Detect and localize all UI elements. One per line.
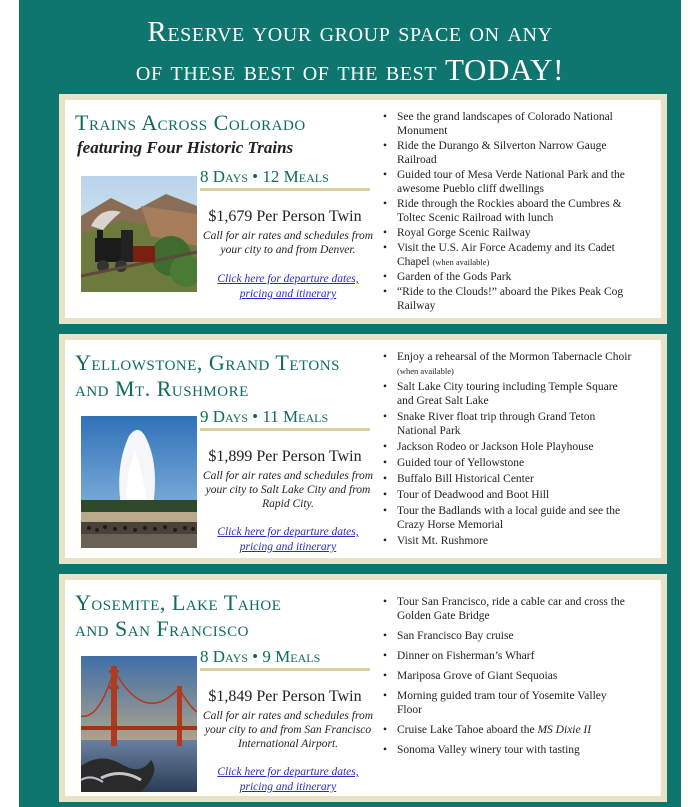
list-item: • Guided tour of Yellowstone [383,456,633,470]
list-item: • Ride through the Rockies aboard the Cumbres & Toltec Scenic Railroad with lunch [383,197,633,225]
tour-title-line2: and San Francisco [75,616,249,641]
list-item: • Snake River float trip through Grand Teton National Park [383,410,633,438]
tour-highlights [383,595,633,763]
list-item: • “Ride to the Clouds!” aboard the Pikes Peak Cog Railway [383,285,633,313]
list-item: • Tour the Badlands with a local guide and see the Crazy Horse Memorial [383,504,633,532]
tour-title: Trains Across Colorado [75,110,306,135]
list-item: • Dinner on Fisherman’s Wharf [383,649,633,663]
tour-title: Yellowstone, Grand Tetons [75,350,340,375]
tour-days-meals: 8 Days • 12 Meals [200,166,370,191]
tour-title: Yosemite, Lake Tahoe [75,590,282,615]
tour-days-meals: 9 Days • 11 Meals [200,406,370,431]
list-item: • Visit the U.S. Air Force Academy and its Cadet Chapel (when available) [383,241,633,269]
tour-air-note: Call for air rates and schedules from your city to Salt Lake City and from Rapid City. [202,470,374,510]
list-item: • Garden of the Gods Park [383,270,633,284]
tour-price: $1,679 Per Person Twin [208,208,362,225]
tour-air-note: Call for air rates and schedules from your city to and from Denver. [202,230,374,256]
headline-line2: of these best of the best TODAY! [135,52,565,87]
list-item: • Buffalo Bill Historical Center [383,472,633,486]
tour-card-yellowstone [59,334,667,564]
list-item: • Tour San Francisco, ride a cable car and cross the Golden Gate Bridge [383,595,633,623]
headline-today: TODAY! [445,52,565,87]
tour-price: $1,849 Per Person Twin [208,688,362,705]
tour-card-colorado [59,94,667,324]
tour-price: $1,899 Per Person Twin [208,448,362,465]
list-item: • Royal Gorge Scenic Railway [383,226,633,240]
tour-highlights [383,350,633,550]
promo-panel [19,0,681,807]
list-item: • San Francisco Bay cruise [383,629,633,643]
list-item: • Enjoy a rehearsal of the Mormon Tabernacle Choir (when available) [383,350,633,378]
list-item: • Tour of Deadwood and Boot Hill [383,488,633,502]
list-item: • Ride the Durango & Silverton Narrow Gauge Railroad [383,139,633,167]
geyser-photo [81,416,197,548]
list-item: • Visit Mt. Rushmore [383,534,633,548]
list-item: • Guided tour of Mesa Verde National Park and the awesome Pueblo cliff dwellings [383,168,633,196]
tour-days-meals: 8 Days • 9 Meals [200,646,370,671]
tour-subtitle: featuring Four Historic Trains [77,138,294,157]
list-item: • Cruise Lake Tahoe aboard the MS Dixie II [383,723,633,737]
departure-dates-link[interactable]: Click here for departure dates, pricing and itinerary [217,766,359,793]
tour-highlights [383,110,633,314]
list-item: • Jackson Rodeo or Jackson Hole Playhouse [383,440,633,454]
list-item: • Sonoma Valley winery tour with tasting [383,743,633,757]
golden-gate-photo [81,656,197,792]
train-photo [81,176,197,292]
list-item: • Morning guided tram tour of Yosemite Valley Floor [383,689,633,717]
list-item: • Mariposa Grove of Giant Sequoias [383,669,633,683]
tour-air-note: Call for air rates and schedules from your city to and from San Francisco International Airport. [202,710,374,750]
headline-line1: Reserve your group space on any [147,16,553,48]
tour-card-yosemite [59,574,667,802]
list-item: • See the grand landscapes of Colorado National Monument [383,110,633,138]
headline [19,14,681,90]
departure-dates-link[interactable]: Click here for departure dates, pricing and itinerary [217,273,359,300]
tour-title-line2: and Mt. Rushmore [75,376,249,401]
list-item: • Salt Lake City touring including Temple Square and Great Salt Lake [383,380,633,408]
departure-dates-link[interactable]: Click here for departure dates, pricing and itinerary [217,526,359,553]
